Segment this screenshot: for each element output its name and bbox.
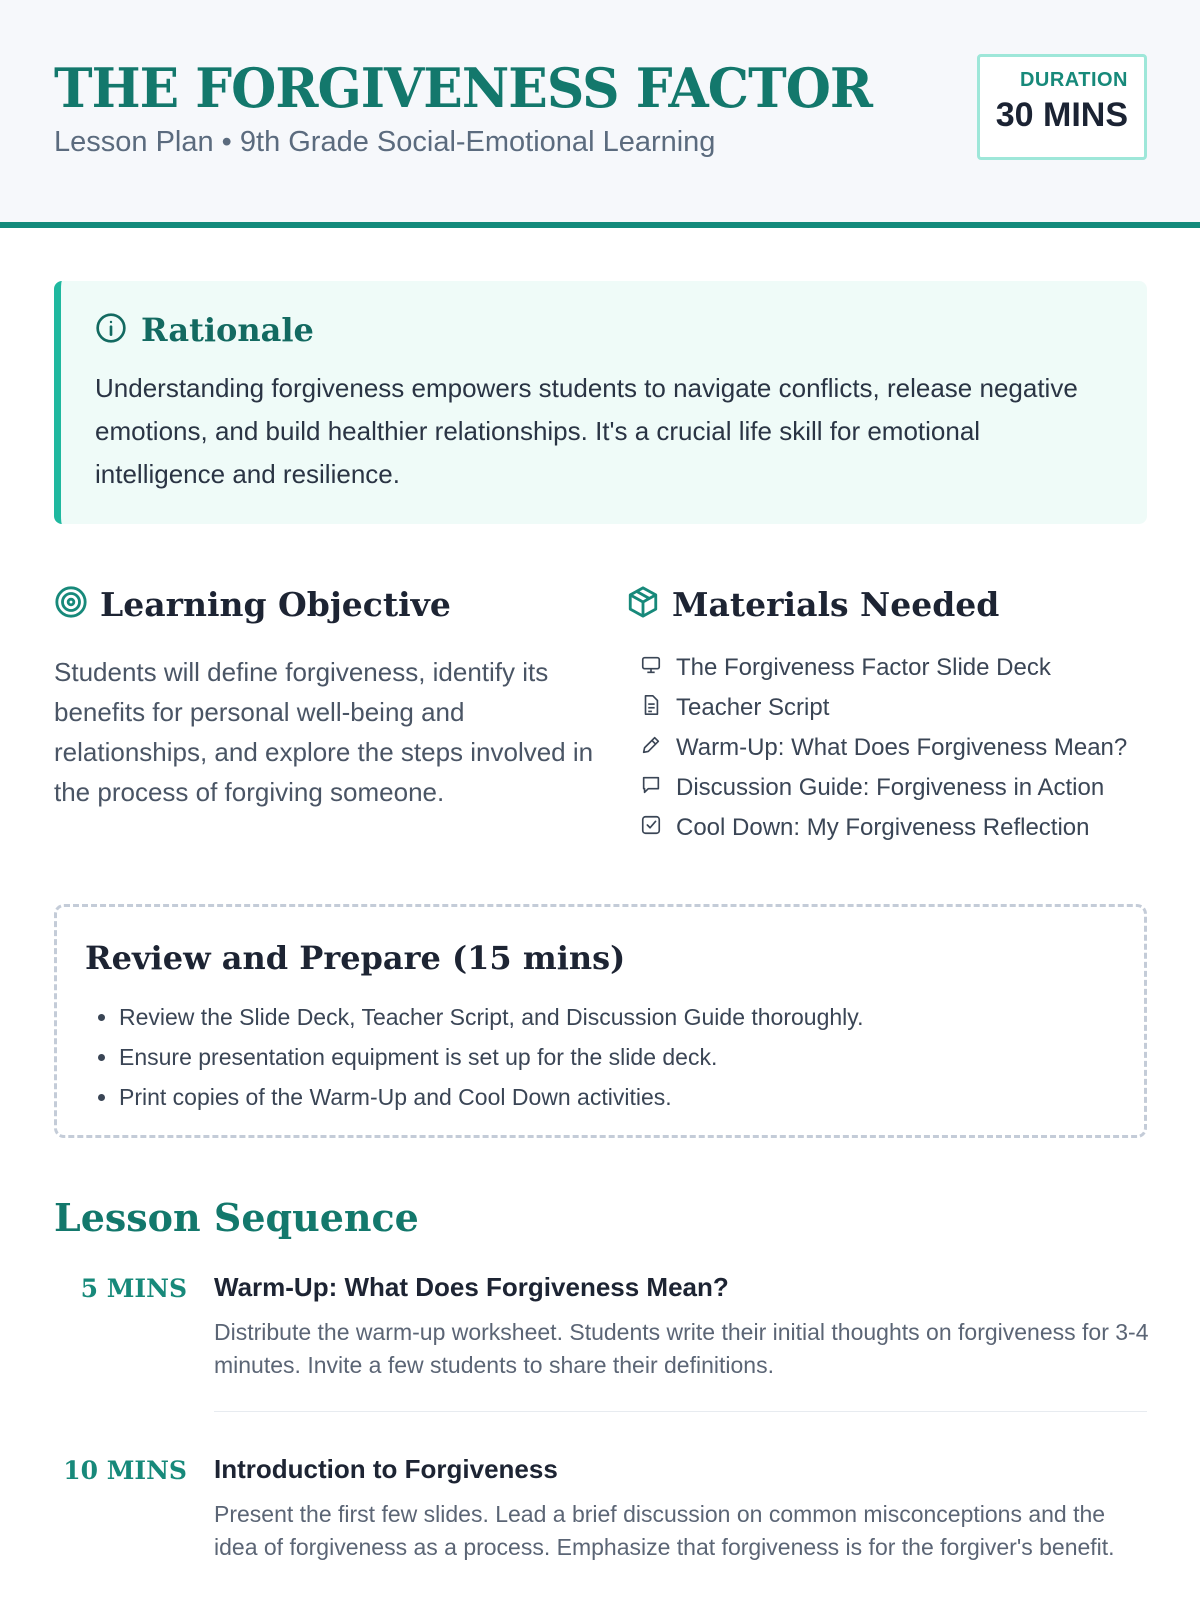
page-header [0, 0, 1200, 228]
list-item [626, 648, 1166, 688]
pencil-icon [640, 734, 662, 763]
document-icon [640, 694, 662, 723]
rationale-text: Understanding forgiveness empowers students to navigate conflicts, release negative emotions, and build healthier relationships. It's a crucial life skill for emotional intelligence and resilience. [95, 373, 1078, 489]
review-card [54, 904, 1147, 1138]
list-item [626, 768, 1166, 808]
step-time: 5 MINS [80, 1274, 187, 1303]
duration-label: DURATION [1019, 69, 1128, 91]
objective-header [54, 585, 451, 624]
material-label: Warm-Up: What Does Forgiveness Mean? [676, 734, 1128, 761]
chat-icon [640, 774, 662, 803]
step-name: Warm-Up: What Does Forgiveness Mean? [214, 1272, 729, 1302]
page-title: THE FORGIVENESS FACTOR [54, 56, 873, 120]
presentation-icon [640, 654, 662, 683]
rationale-card [54, 281, 1147, 524]
list-item [626, 728, 1166, 768]
page-subtitle: Lesson Plan • 9th Grade Social-Emotional Learning [54, 126, 716, 158]
duration-value: 30 MINS [995, 96, 1128, 134]
list-item [626, 688, 1166, 728]
step-name: Introduction to Forgiveness [214, 1454, 558, 1484]
materials-list [626, 648, 1166, 848]
review-list [119, 997, 1129, 1117]
list-item: • Review the Slide Deck, Teacher Script, and Discussion Guide thoroughly. [119, 997, 1129, 1037]
checkbox-icon [640, 814, 662, 843]
step-divider [214, 1411, 1147, 1412]
material-label: Cool Down: My Forgiveness Reflection [676, 814, 1090, 841]
list-item: • Print copies of the Warm-Up and Cool Down activities. [119, 1077, 1129, 1117]
step-description: Distribute the warm-up worksheet. Students write their initial thoughts on forgiveness for 3-4 minutes. Invite a few students to share their definitions. [214, 1319, 1149, 1378]
list-item: • Ensure presentation equipment is set up for the slide deck. [119, 1037, 1129, 1077]
material-label: The Forgiveness Factor Slide Deck [676, 654, 1051, 681]
step-time: 10 MINS [63, 1456, 187, 1485]
objective-text: Students will define forgiveness, identify its benefits for personal well-being and relationships, and explore the steps involved in the process of forgiving someone. [54, 657, 594, 807]
target-icon [54, 585, 88, 624]
material-label: Teacher Script [676, 694, 830, 721]
duration-badge [977, 54, 1147, 160]
review-title: Review and Prepare (15 mins) [85, 939, 626, 977]
step-description: Present the first few slides. Lead a brief discussion on common misconceptions and the idea of forgiveness as a process. Emphasize that forgiveness is for the forgiver's benefit. [214, 1501, 1115, 1560]
rationale-header [95, 311, 314, 349]
info-icon [95, 312, 127, 349]
rationale-title: Rationale [141, 311, 314, 349]
materials-header [626, 585, 999, 624]
box-icon [626, 585, 660, 624]
objective-title: Learning Objective [100, 585, 451, 624]
material-label: Discussion Guide: Forgiveness in Action [676, 774, 1105, 801]
sequence-title: Lesson Sequence [54, 1195, 419, 1240]
list-item [626, 808, 1166, 848]
materials-title: Materials Needed [672, 585, 1000, 624]
